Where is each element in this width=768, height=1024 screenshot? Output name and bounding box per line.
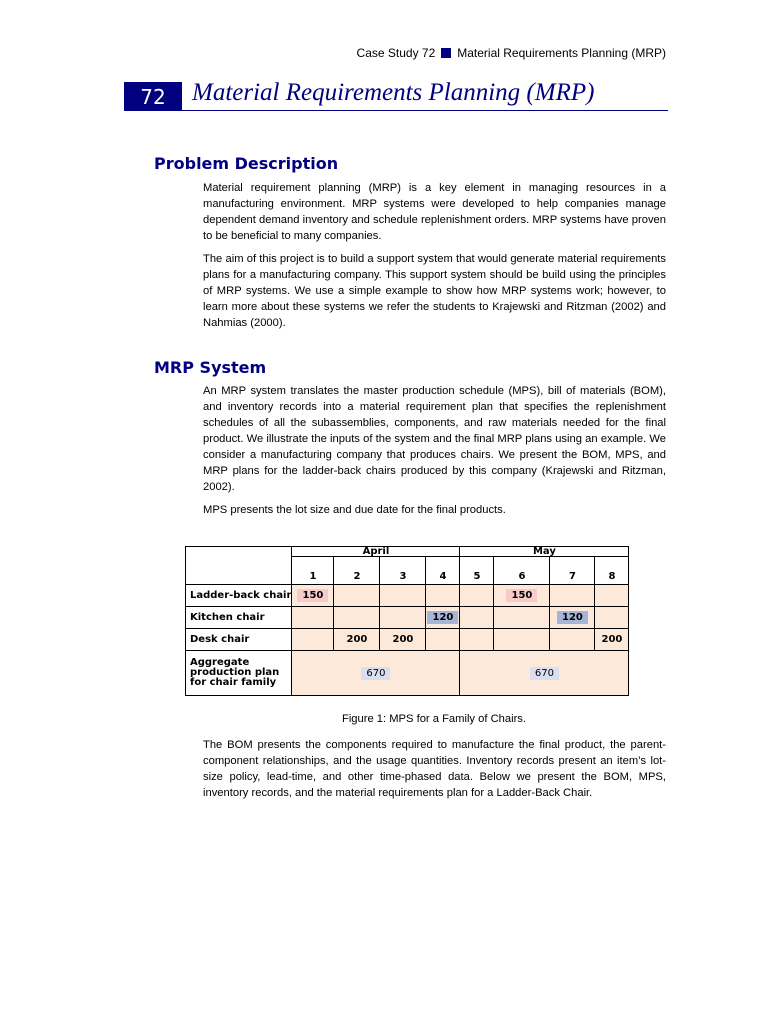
table-cell	[494, 607, 550, 629]
table-cell	[292, 607, 334, 629]
table-cell	[334, 585, 380, 607]
table-cell	[494, 629, 550, 651]
table-cell	[380, 585, 426, 607]
table-cell	[595, 585, 629, 607]
bom-paragraph: The BOM presents the components required to manufacture the final product, the parent-component relationships, and the usage quantities. Inventory records present an item’s lot-size policy, lead-time, and other time-phased data. Below we present the BOM, MPS, inventory records, and the material requirements plan for a Ladder-Back Chair.	[203, 739, 666, 799]
corner-cell	[186, 547, 292, 585]
row-label: Kitchen chair	[186, 607, 292, 629]
row-label: Desk chair	[186, 629, 292, 651]
table-cell	[595, 607, 629, 629]
table-cell	[550, 629, 595, 651]
figure-caption: Figure 1: MPS for a Family of Chairs.	[341, 713, 527, 725]
table-row-kitchen-chair	[186, 607, 629, 629]
aggregate-april-cell	[292, 651, 460, 696]
week-header: 5	[460, 557, 494, 585]
problem-paragraph-1: Material requirement planning (MRP) is a key element in managing resources in a manufacturing environment. MRP systems were developed to help companies manage dependent demand inventory and schedule replenishment orders. MRP systems have proven to be beneficial to many companies.	[203, 182, 666, 242]
problem-description-heading: Problem Description	[154, 154, 339, 173]
case-study-label: Case Study 72	[356, 46, 436, 60]
table-cell	[380, 607, 426, 629]
table-cell	[380, 629, 426, 651]
table-cell	[595, 629, 629, 651]
month-row	[186, 547, 629, 557]
running-title: Material Requirements Planning (MRP)	[457, 46, 666, 60]
table-cell	[426, 629, 460, 651]
week-header: 2	[334, 557, 380, 585]
month-april: April	[292, 547, 460, 557]
table-cell	[334, 629, 380, 651]
quantity-value: 200	[601, 634, 623, 645]
week-header: 1	[292, 557, 334, 585]
chapter-title: Material Requirements Planning (MRP)	[192, 79, 595, 106]
chapter-number: 72	[124, 82, 182, 111]
table-cell	[426, 585, 460, 607]
table-cell	[426, 607, 460, 629]
week-header: 8	[595, 557, 629, 585]
week-header: 4	[426, 557, 460, 585]
table-row-ladder-back-chair	[186, 585, 629, 607]
chapter-rule	[182, 110, 668, 111]
month-may: May	[460, 547, 629, 557]
running-header	[357, 46, 666, 60]
week-header: 3	[380, 557, 426, 585]
quantity-value: 200	[346, 634, 368, 645]
quantity-value: 120	[557, 611, 588, 624]
week-header: 6	[494, 557, 550, 585]
table-cell	[494, 585, 550, 607]
table-cell	[292, 629, 334, 651]
table-cell	[460, 585, 494, 607]
quantity-value: 120	[427, 611, 458, 624]
quantity-value: 150	[297, 589, 328, 602]
row-label: Ladder-back chair	[186, 585, 292, 607]
table-cell	[550, 607, 595, 629]
aggregate-april-value: 670	[361, 667, 390, 680]
aggregate-may-cell	[460, 651, 629, 696]
week-header: 7	[550, 557, 595, 585]
mrp-paragraph-1: An MRP system translates the master production schedule (MPS), bill of materials (BOM), and inventory records into a material requirement plan that specifies the replenishment schedules of all the subassemblies, components, and raw materials needed for the final product. We illustrate the inputs of the system and the final MRP plans using an example. We consider a manufacturing company that produces chairs. We present the BOM, MPS, and MRP plans for the ladder-back chairs produced by this company (Krajewski and Ritzman, 2002).	[203, 385, 666, 493]
table-cell	[292, 585, 334, 607]
table-row-desk-chair	[186, 629, 629, 651]
quantity-value: 200	[392, 634, 414, 645]
problem-paragraph-2: The aim of this project is to build a support system that would generate material requirements plans for a manufacturing company. This support system should be build using the principles of MRP systems. We use a simple example to show how MRP systems work; however, to learn more about these systems we refer the students to Krajewski and Ritzman (2002) and Nahmias (2000).	[203, 253, 666, 329]
table-cell	[334, 607, 380, 629]
table-cell	[550, 585, 595, 607]
mrp-paragraph-2: MPS presents the lot size and due date for the final products.	[203, 504, 506, 516]
square-bullet-icon	[441, 48, 451, 58]
table-cell	[460, 607, 494, 629]
mrp-system-heading: MRP System	[154, 358, 267, 377]
quantity-value: 150	[506, 589, 537, 602]
aggregate-label: Aggregate production plan for chair family	[186, 651, 292, 696]
aggregate-may-value: 670	[530, 667, 559, 680]
table-row-aggregate	[186, 651, 629, 696]
table-cell	[460, 629, 494, 651]
mps-table	[185, 546, 629, 696]
